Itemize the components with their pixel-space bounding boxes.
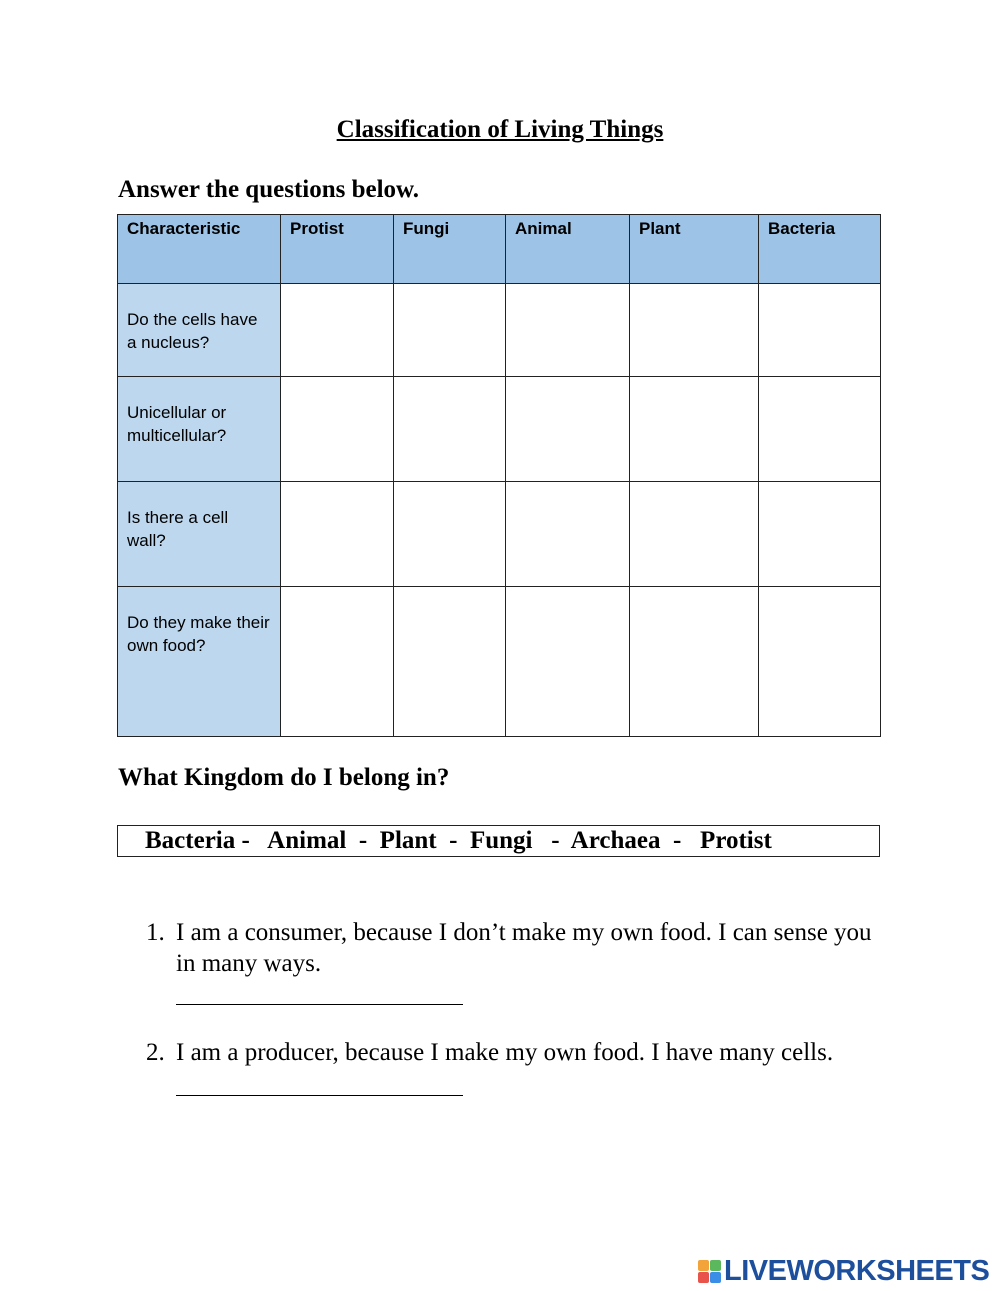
row-label-cellularity bbox=[118, 377, 281, 482]
question-1 bbox=[146, 917, 876, 979]
header-plant: Plant bbox=[630, 215, 759, 284]
page-title: Classification of Living Things bbox=[336, 116, 664, 143]
answer-cell-plant[interactable] bbox=[630, 587, 759, 737]
question-number: 2. bbox=[146, 1039, 165, 1066]
row-label-nucleus bbox=[118, 284, 281, 377]
row-label-text: Do they make their own food? bbox=[127, 613, 270, 655]
answer-cell-plant[interactable] bbox=[630, 284, 759, 377]
row-label-own-food bbox=[118, 587, 281, 737]
row-label-text: Do the cells have a nucleus? bbox=[127, 310, 258, 352]
answer-cell-plant[interactable] bbox=[630, 482, 759, 587]
liveworksheets-logo bbox=[698, 1254, 989, 1288]
answer-cell-fungi[interactable] bbox=[394, 587, 506, 737]
header-animal: Animal bbox=[506, 215, 630, 284]
word-bank: Bacteria - Animal - Plant - Fungi - Archaea - Protist bbox=[117, 825, 880, 857]
answer-cell-bacteria[interactable] bbox=[759, 482, 881, 587]
answer-cell-fungi[interactable] bbox=[394, 377, 506, 482]
logo-text: LIVEWORKSHEETS bbox=[724, 1254, 990, 1287]
question-text: I am a producer, because I make my own food. I have many cells. bbox=[176, 1039, 834, 1066]
row-label-text: Is there a cell wall? bbox=[127, 508, 229, 550]
question-number: 1. bbox=[146, 919, 165, 946]
answer-cell-protist[interactable] bbox=[281, 482, 394, 587]
answer-cell-protist[interactable] bbox=[281, 377, 394, 482]
table-row bbox=[118, 284, 881, 377]
kingdom-heading: What Kingdom do I belong in? bbox=[118, 764, 450, 791]
answer-cell-bacteria[interactable] bbox=[759, 377, 881, 482]
answer-cell-animal[interactable] bbox=[506, 587, 630, 737]
answer-heading: Answer the questions below. bbox=[118, 176, 419, 203]
header-protist: Protist bbox=[281, 215, 394, 284]
table-row bbox=[118, 482, 881, 587]
question-2 bbox=[146, 1037, 876, 1068]
answer-cell-bacteria[interactable] bbox=[759, 284, 881, 377]
answer-blank-2[interactable] bbox=[176, 1095, 463, 1096]
header-characteristic: Characteristic bbox=[118, 215, 281, 284]
answer-cell-fungi[interactable] bbox=[394, 284, 506, 377]
answer-cell-bacteria[interactable] bbox=[759, 587, 881, 737]
row-label-cell-wall bbox=[118, 482, 281, 587]
answer-cell-animal[interactable] bbox=[506, 377, 630, 482]
answer-cell-animal[interactable] bbox=[506, 284, 630, 377]
table-header-row bbox=[118, 215, 881, 284]
answer-cell-fungi[interactable] bbox=[394, 482, 506, 587]
header-bacteria: Bacteria bbox=[759, 215, 881, 284]
answer-blank-1[interactable] bbox=[176, 1004, 463, 1005]
header-fungi: Fungi bbox=[394, 215, 506, 284]
table-row bbox=[118, 377, 881, 482]
liveworksheets-logo-icon bbox=[698, 1260, 721, 1283]
answer-cell-protist[interactable] bbox=[281, 284, 394, 377]
answer-cell-protist[interactable] bbox=[281, 587, 394, 737]
answer-cell-animal[interactable] bbox=[506, 482, 630, 587]
question-text: I am a consumer, because I don’t make my own food. I can sense you in many ways. bbox=[176, 919, 872, 977]
answer-cell-plant[interactable] bbox=[630, 377, 759, 482]
classification-table bbox=[117, 214, 881, 737]
row-label-text: Unicellular or multicellular? bbox=[127, 403, 227, 445]
table-row bbox=[118, 587, 881, 737]
